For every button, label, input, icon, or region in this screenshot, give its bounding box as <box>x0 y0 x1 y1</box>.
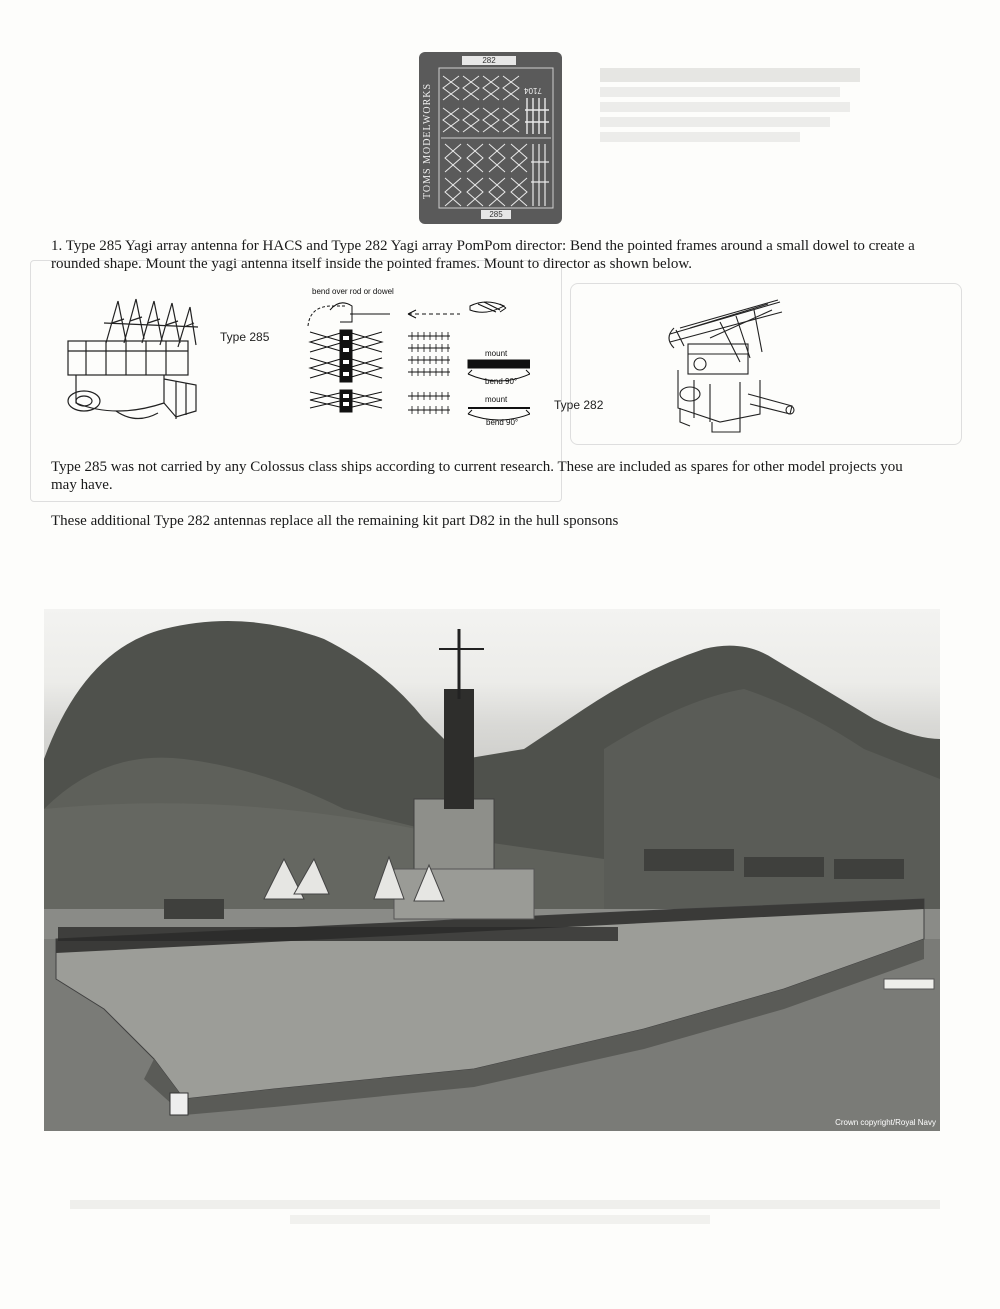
fret-label-282: 282 <box>462 56 516 65</box>
photo-credit: Crown copyright/Royal Navy <box>835 1118 936 1127</box>
type-282-director-drawing <box>650 298 800 438</box>
type-282-note: These additional Type 282 antennas replace all the remaining kit part D82 in the hull sponsons <box>51 513 619 529</box>
bend-90-label-282: bend 90° <box>486 418 519 427</box>
bend-90-label-285: bend 90° <box>485 377 518 386</box>
type-285-director-drawing <box>46 293 206 428</box>
bleed-through-footer <box>70 1200 950 1224</box>
bend-over-dowel-label: bend over rod or dowel <box>312 287 394 296</box>
bleed-through-text-top <box>600 62 900 182</box>
type-285-note: Type 285 was not carried by any Colossus class ships according to current research. These are included as spares for other model projects you may have. <box>51 459 903 493</box>
type-282-label: Type 282 <box>554 398 604 412</box>
aircraft-carrier-photo <box>44 609 940 1131</box>
carrier-photo-art <box>44 609 940 1131</box>
fret-parts-art <box>419 52 562 224</box>
fret-part-number: 7104 <box>524 86 542 95</box>
type-285-label: Type 285 <box>220 330 270 344</box>
step-1-instruction: 1. Type 285 Yagi array antenna for HACS and Type 282 Yagi array PomPom director: Bend the pointed frames around a small dowel to create a rounded shape. Mount the yagi antenna itself inside the pointed frames. Mount to director as shown below. <box>51 238 915 272</box>
fret-label-285: 285 <box>481 210 511 219</box>
fret-brand: TOMS MODELWORKS <box>422 82 433 200</box>
mount-label-282: mount <box>485 395 508 404</box>
photo-etch-fret <box>419 52 562 224</box>
mount-label-285: mount <box>485 349 508 358</box>
bending-diagram <box>300 296 530 436</box>
